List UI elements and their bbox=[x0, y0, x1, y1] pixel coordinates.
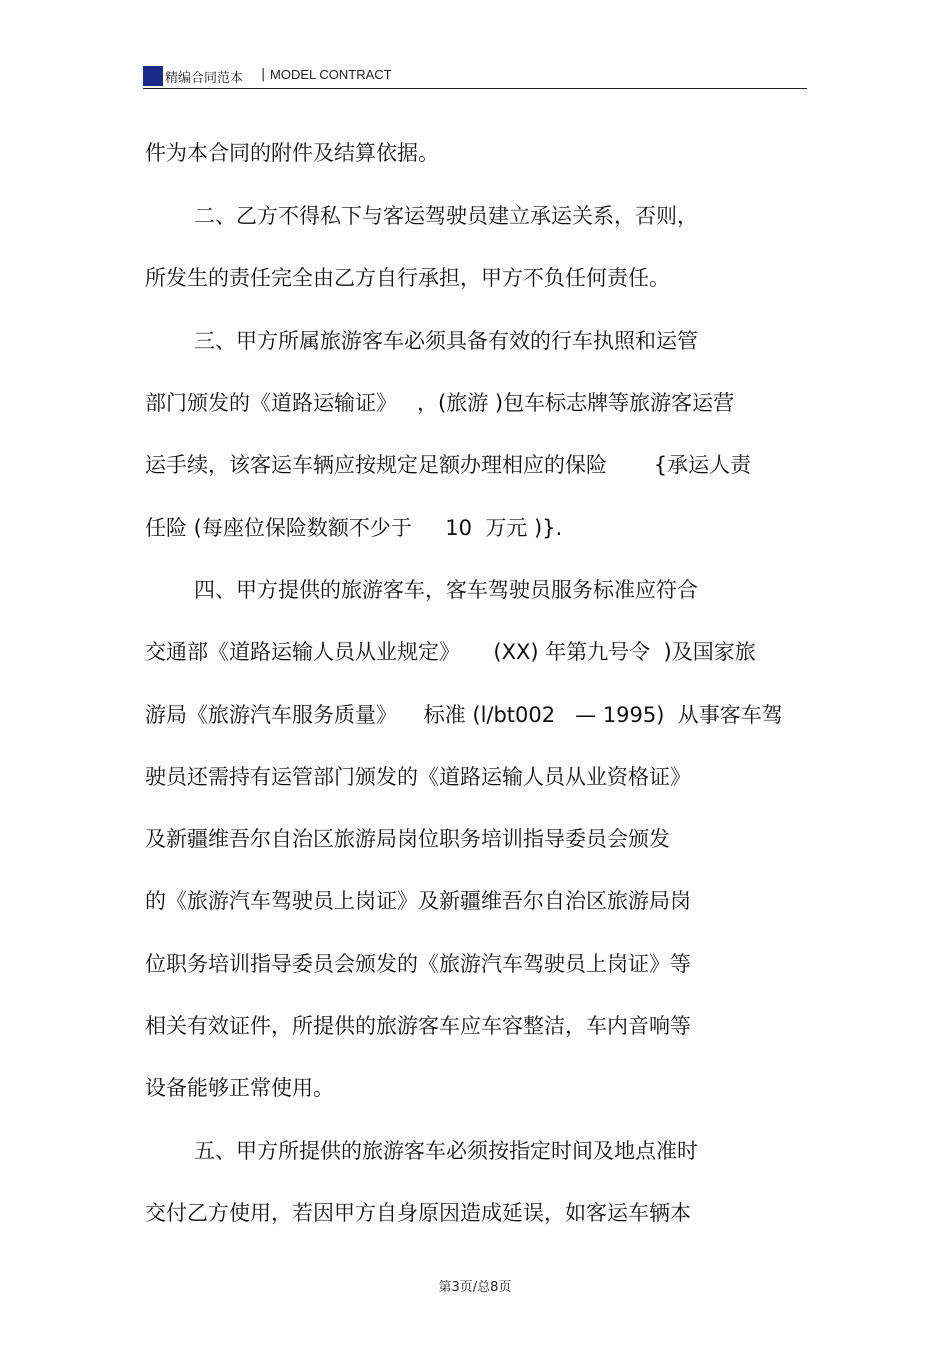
body-line: 相关有效证件，所提供的旅游客车应车容整洁，车内音响等 bbox=[145, 1014, 691, 1038]
page-header bbox=[143, 66, 807, 89]
body-line: 交付乙方使用，若因甲方自身原因造成延误，如客运车辆本 bbox=[145, 1201, 691, 1225]
body-line: 的《旅游汽车驾驶员上岗证》及新疆维吾尔自治区旅游局岗 bbox=[145, 889, 691, 913]
body-line: 设备能够正常使用。 bbox=[145, 1076, 334, 1100]
body-line: 游局《旅游汽车服务质量》 标准 (l/bt002 — 1995) 从事客车驾 bbox=[145, 703, 783, 727]
header-brand: 精编合同范本 bbox=[165, 71, 244, 86]
body-line: 任险 (每座位保险数额不少于 10 万元 )}. bbox=[145, 516, 563, 540]
body-line: 二、乙方不得私下与客运驾驶员建立承运关系，否则， bbox=[194, 204, 698, 228]
header-subtitle: MODEL CONTRACT bbox=[270, 67, 392, 82]
page-indicator: 第3页/总8页 bbox=[438, 1280, 512, 1295]
body-line: 交通部《道路运输人员从业规定》 (XX) 年第九号令 )及国家旅 bbox=[145, 640, 756, 664]
body-line: 四、甲方提供的旅游客车，客车驾驶员服务标准应符合 bbox=[194, 578, 698, 602]
logo-square-icon bbox=[143, 66, 163, 86]
body-line: 五、甲方所提供的旅游客车必须按指定时间及地点准时 bbox=[194, 1139, 698, 1163]
body-line: 位职务培训指导委员会颁发的《旅游汽车驾驶员上岗证》等 bbox=[145, 952, 691, 976]
header-separator: | bbox=[261, 67, 266, 82]
body-line: 及新疆维吾尔自治区旅游局岗位职务培训指导委员会颁发 bbox=[145, 827, 670, 851]
body-line: 三、甲方所属旅游客车必须具备有效的行车执照和运管 bbox=[194, 329, 698, 353]
body-line: 部门颁发的《道路运输证》 ，(旅游 )包车标志牌等旅游客运营 bbox=[145, 391, 735, 415]
body-line: 驶员还需持有运管部门颁发的《道路运输人员从业资格证》 bbox=[145, 765, 691, 789]
body-line: 运手续，该客运车辆应按规定足额办理相应的保险 {承运人责 bbox=[145, 453, 752, 477]
body-line: 件为本合同的附件及结算依据。 bbox=[145, 141, 439, 165]
body-line: 所发生的责任完全由乙方自行承担，甲方不负任何责任。 bbox=[145, 266, 670, 290]
